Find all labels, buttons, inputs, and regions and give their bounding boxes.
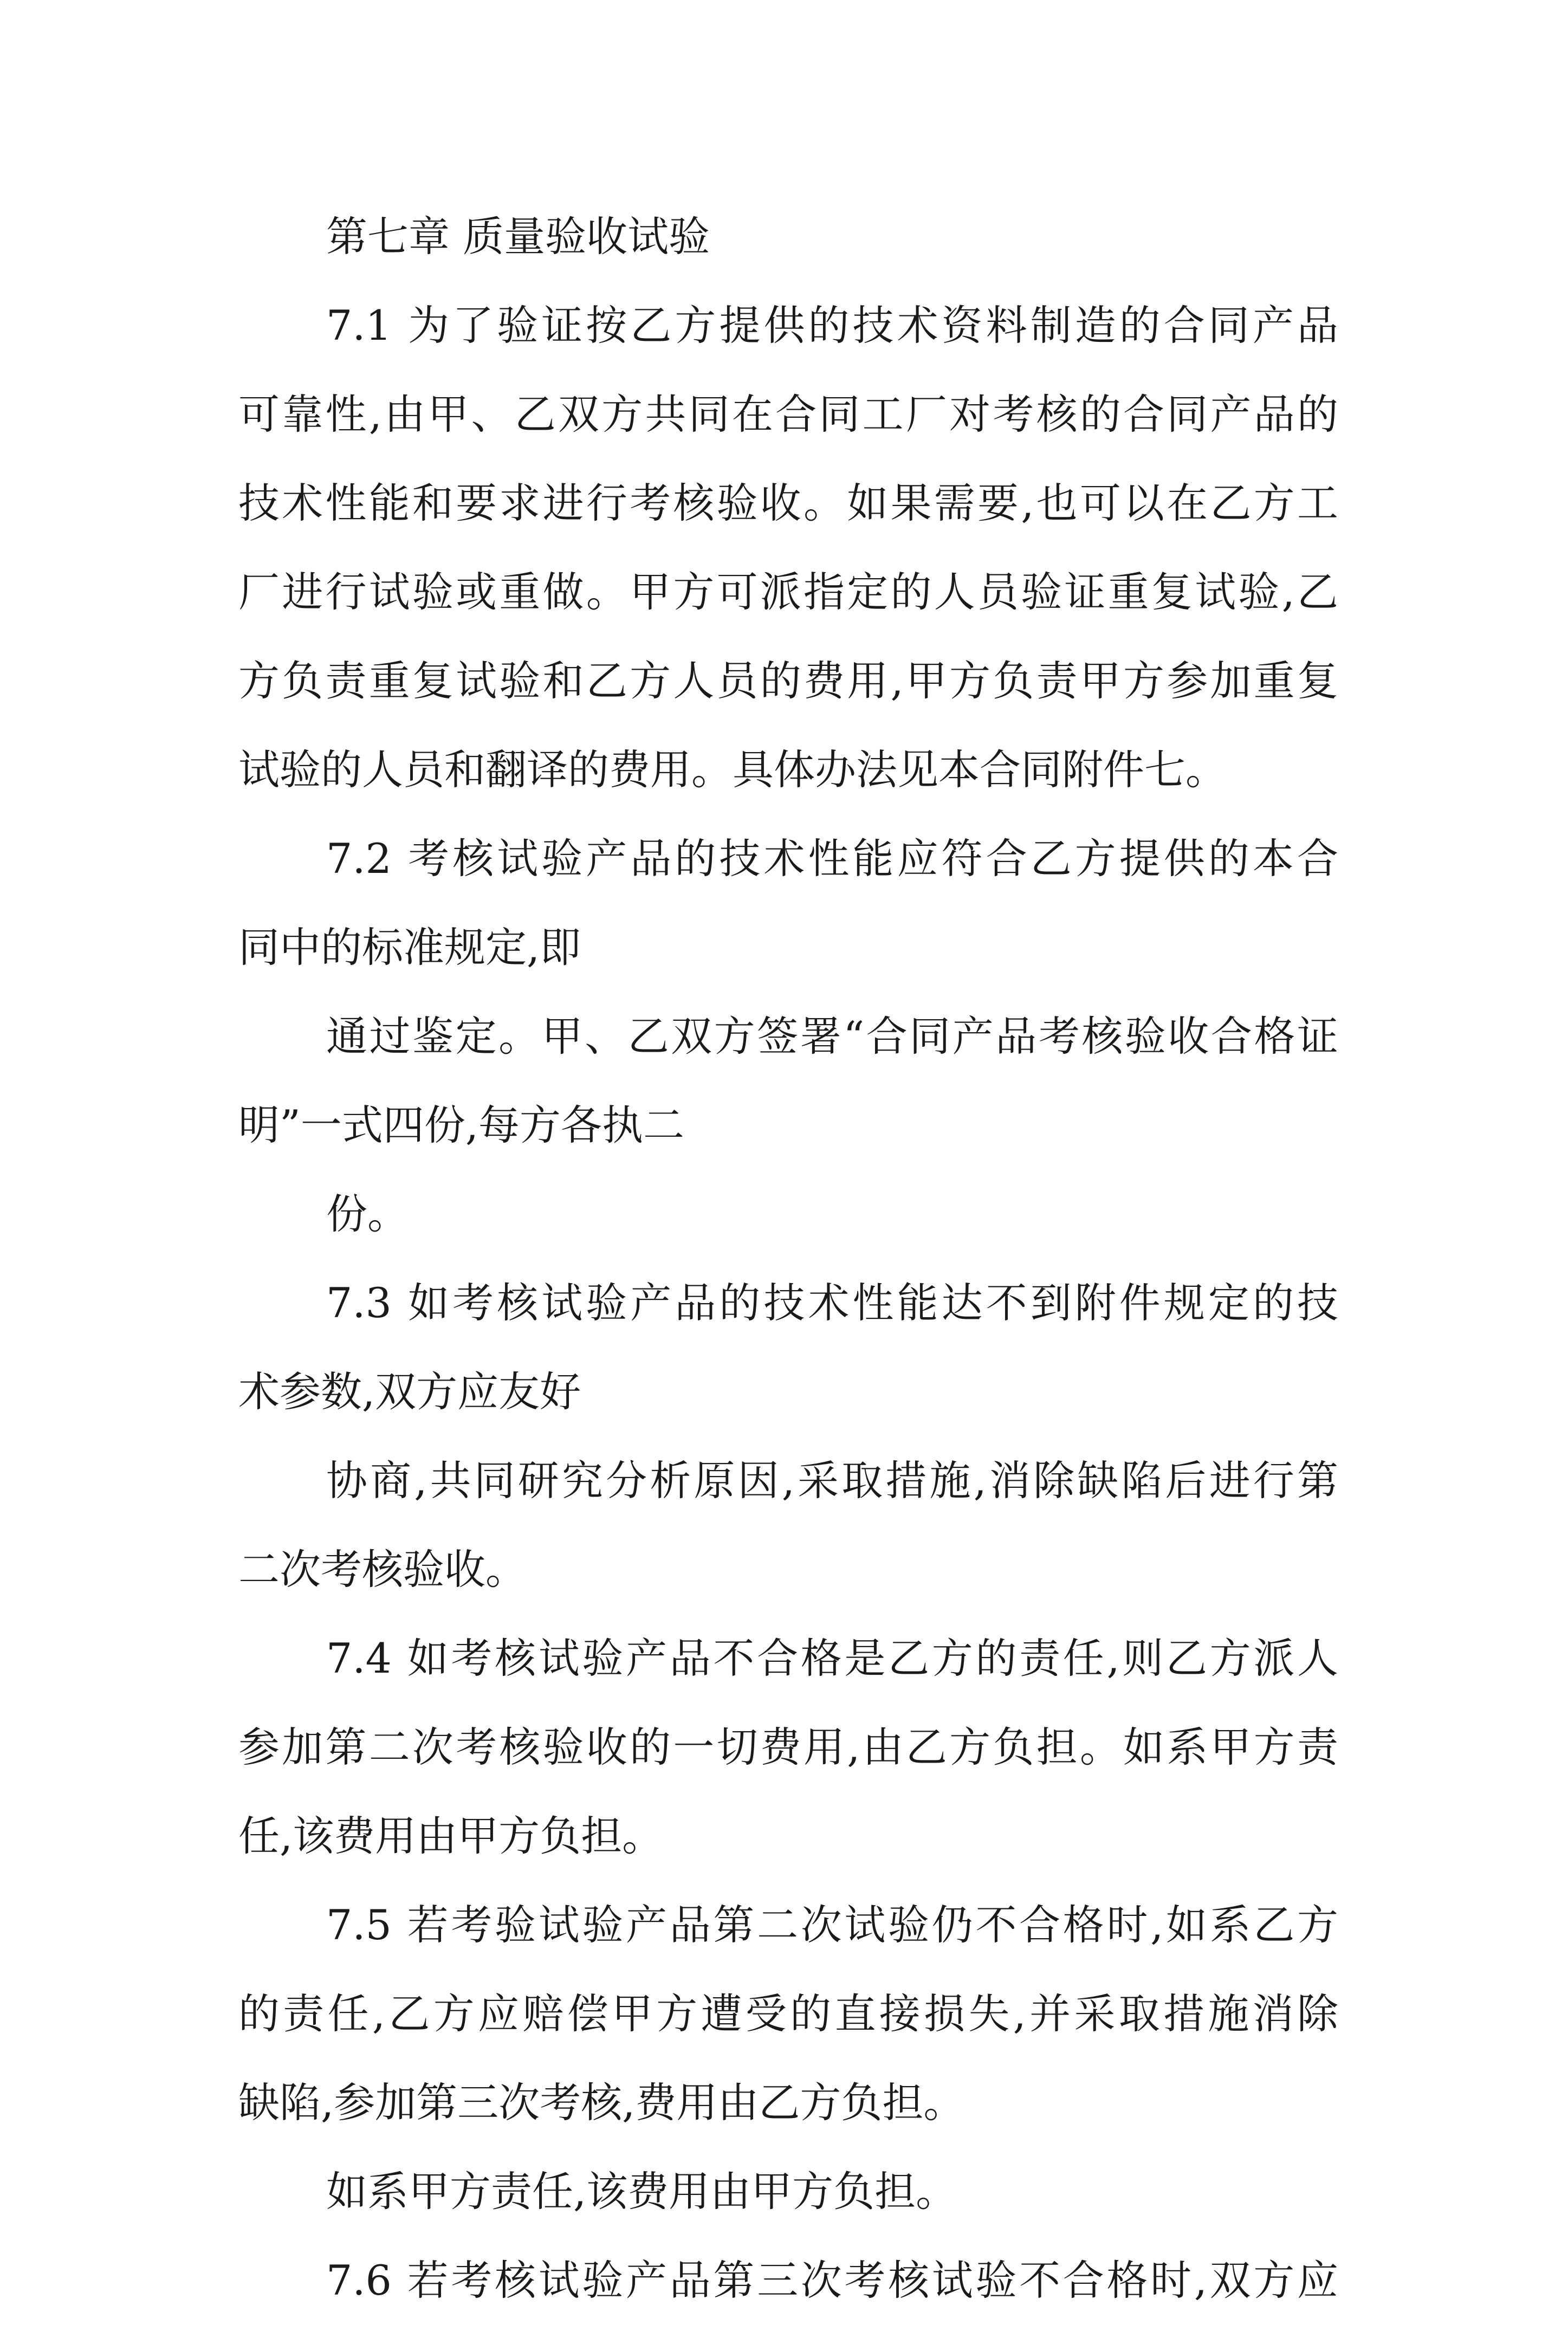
text-line: 可靠性,由甲、乙双方共同在合同工厂对考核的合同产品的	[238, 390, 1338, 438]
text-line: 方负责重复试验和乙方人员的费用,甲方负责甲方参加重复	[238, 657, 1338, 705]
text-line: 7.6 若考核试验产品第三次考核试验不合格时,双方应	[326, 2256, 1338, 2304]
text-line: 通过鉴定。甲、乙双方签署“合同产品考核验收合格证	[326, 1012, 1338, 1060]
text-line: 二次考核验收。	[238, 1545, 527, 1594]
text-line: 7.4 如考核试验产品不合格是乙方的责任,则乙方派人	[326, 1634, 1338, 1682]
text-line: 试验的人员和翻译的费用。具体办法见本合同附件七。	[238, 746, 1227, 794]
document-body	[238, 192, 1338, 2325]
text-line: 缺陷,参加第三次考核,费用由乙方负担。	[238, 2078, 965, 2127]
text-line: 厂进行试验或重做。甲方可派指定的人员验证重复试验,乙	[238, 568, 1338, 616]
text-line: 如系甲方责任,该费用由甲方负担。	[326, 2167, 957, 2216]
text-line: 份。	[326, 1190, 409, 1238]
text-line: 7.2 考核试验产品的技术性能应符合乙方提供的本合	[326, 834, 1338, 883]
text-line: 技术性能和要求进行考核验收。如果需要,也可以在乙方工	[238, 479, 1338, 527]
text-line: 7.5 若考验试验产品第二次试验仍不合格时,如系乙方	[326, 1901, 1338, 1949]
text-line: 同中的标准规定,即	[238, 923, 581, 972]
text-line: 术参数,双方应友好	[238, 1368, 581, 1416]
text-line: 7.3 如考核试验产品的技术性能达不到附件规定的技	[326, 1279, 1338, 1327]
text-line: 明”一式四份,每方各执二	[238, 1101, 685, 1149]
text-line: 任,该费用由甲方负担。	[238, 1812, 664, 1860]
text-line: 7.1 为了验证按乙方提供的技术资料制造的合同产品	[326, 301, 1338, 349]
text-line: 的责任,乙方应赔偿甲方遭受的直接损失,并采取措施消除	[238, 1990, 1338, 2038]
text-line: 第七章 质量验收试验	[326, 212, 710, 261]
text-line: 参加第二次考核验收的一切费用,由乙方负担。如系甲方责	[238, 1723, 1338, 1771]
text-line: 协商,共同研究分析原因,采取措施,消除缺陷后进行第	[326, 1456, 1338, 1505]
